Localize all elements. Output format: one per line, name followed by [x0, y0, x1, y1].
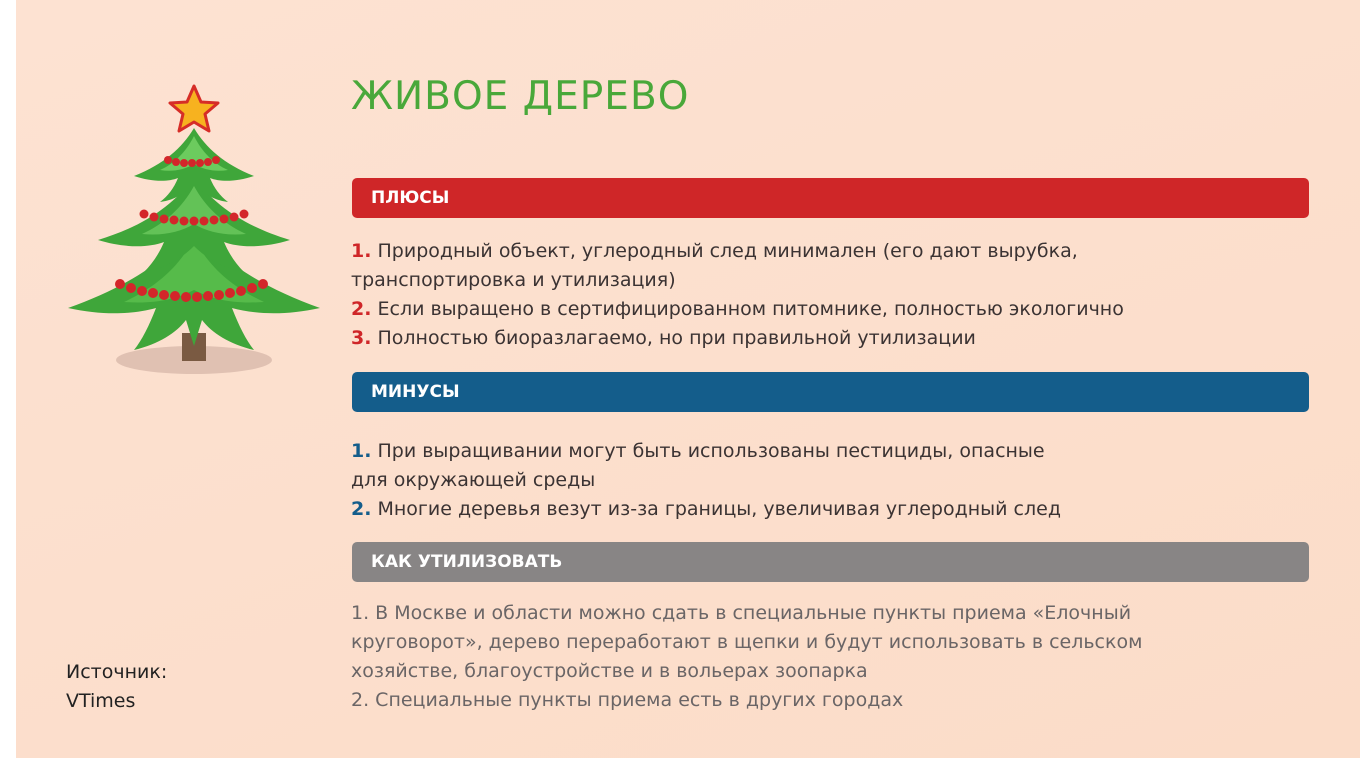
item-text-continued: круговорот», дерево переработают в щепки и будут использовать в сельском	[351, 631, 1143, 653]
item-number: 2.	[351, 689, 370, 711]
cons-list	[351, 437, 1281, 524]
item-text-continued: хозяйстве, благоустройстве и в вольерах зоопарка	[351, 660, 868, 682]
item-number: 1.	[351, 240, 372, 262]
pros-list	[351, 237, 1281, 353]
list-item	[351, 437, 1281, 495]
item-number: 3.	[351, 327, 372, 349]
slide	[16, 0, 1360, 758]
item-text-continued: для окружающей среды	[351, 469, 596, 491]
christmas-tree-icon	[64, 78, 324, 388]
item-text: Природный объект, углеродный след минимален (его дают вырубка,	[371, 240, 1078, 262]
item-number: 2.	[351, 498, 372, 520]
source-name: VTimes	[66, 690, 136, 712]
item-text-continued: транспортировка и утилизация)	[351, 269, 676, 291]
item-text: Специальные пункты приема есть в других городах	[369, 689, 904, 711]
item-text: Если выращено в сертифицированном питомнике, полностью экологично	[371, 298, 1124, 320]
util-list	[351, 599, 1281, 715]
source-label: Источник:	[66, 661, 168, 683]
item-text: В Москве и области можно сдать в специальные пункты приема «Елочный	[369, 602, 1132, 624]
list-item	[351, 295, 1281, 324]
item-number: 1.	[351, 440, 372, 462]
page-title: ЖИВОЕ ДЕРЕВО	[351, 74, 690, 119]
item-text: Полностью биоразлагаемо, но при правильной утилизации	[371, 327, 976, 349]
list-item	[351, 495, 1281, 524]
list-item	[351, 324, 1281, 353]
util-header: КАК УТИЛИЗОВАТЬ	[352, 542, 1309, 582]
item-text: При выращивании могут быть использованы пестициды, опасные	[371, 440, 1045, 462]
pros-header: ПЛЮСЫ	[352, 178, 1309, 218]
list-item	[351, 686, 1281, 715]
source-note	[66, 658, 167, 716]
list-item	[351, 237, 1281, 295]
list-item	[351, 599, 1281, 686]
item-number: 1.	[351, 602, 370, 624]
item-text: Многие деревья везут из-за границы, увеличивая углеродный след	[371, 498, 1061, 520]
cons-header: МИНУСЫ	[352, 372, 1309, 412]
item-number: 2.	[351, 298, 372, 320]
